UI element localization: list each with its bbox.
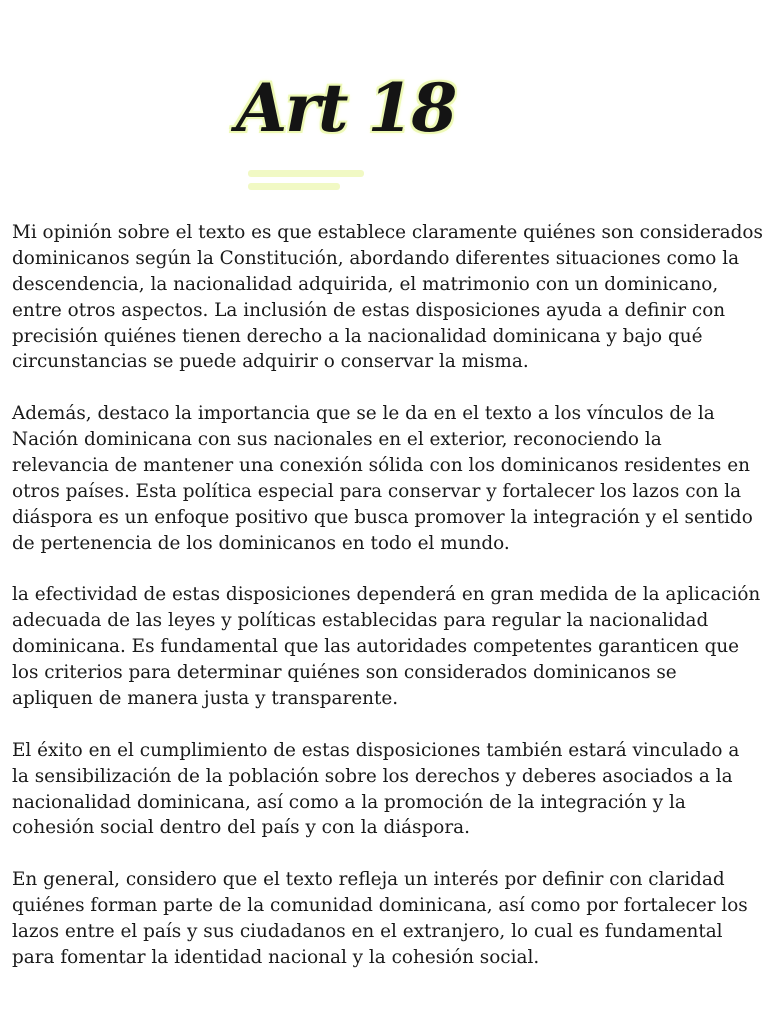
text-line: precisión quiénes tienen derecho a la nacionalidad dominicana y bajo qué (12, 325, 703, 347)
text-line: quiénes forman parte de la comunidad dominicana, así como por fortalecer los (12, 895, 748, 917)
page-title: Art 18 (236, 69, 456, 147)
text-line: la efectividad de estas disposiciones dependerá en gran medida de la aplicación (12, 584, 761, 606)
text-line: otros países. Esta política especial para conservar y fortalecer los lazos con la (12, 480, 742, 502)
paragraph (12, 582, 761, 711)
title-block (236, 62, 456, 154)
title-underline-upper (248, 170, 364, 177)
text-line: Nación dominicana con sus nacionales en el exterior, reconociendo la (12, 429, 662, 451)
text-line: lazos entre el país y sus ciudadanos en el extranjero, lo cual es fundamental (12, 921, 723, 943)
text-line: circunstancias se puede adquirir o conservar la misma. (12, 351, 529, 373)
text-line: descendencia, la nacionalidad adquirida, el matrimonio con un dominicano, (12, 273, 719, 295)
text-line: cohesión social dentro del país y con la diáspora. (12, 817, 470, 839)
paragraph (12, 401, 758, 556)
text-line: Mi opinión sobre el texto es que establece claramente quiénes son considerados (12, 222, 763, 243)
title-underline-lower (248, 183, 340, 190)
text-line: dominicana. Es fundamental que las autoridades competentes garanticen que (12, 636, 740, 658)
text-line: dominicanos según la Constitución, abordando diferentes situaciones como la (12, 247, 740, 269)
paragraph (12, 867, 758, 971)
text-line: Además, destaco la importancia que se le da en el texto a los vínculos de la (12, 403, 715, 425)
text-line: de pertenencia de los dominicanos en todo el mundo. (12, 532, 510, 554)
essay-body (12, 220, 763, 997)
text-line: la sensibilización de la población sobre los derechos y deberes asociados a la (12, 765, 733, 787)
text-line: nacionalidad dominicana, así como a la promoción de la integración y la (12, 791, 686, 813)
text-line: los criterios para determinar quiénes son considerados dominicanos se (12, 662, 677, 684)
text-line: apliquen de manera justa y transparente. (12, 688, 399, 710)
text-line: El éxito en el cumplimiento de estas disposiciones también estará vinculado a (12, 739, 740, 761)
text-line: adecuada de las leyes y políticas establecidas para regular la nacionalidad (12, 610, 709, 632)
text-line: diáspora es un enfoque positivo que busca promover la integración y el sentido (12, 506, 753, 528)
text-line: relevancia de mantener una conexión sólida con los dominicanos residentes en (12, 455, 750, 477)
text-line: entre otros aspectos. La inclusión de estas disposiciones ayuda a definir con (12, 299, 726, 321)
text-line: para fomentar la identidad nacional y la cohesión social. (12, 946, 540, 968)
text-line: En general, considero que el texto refleja un interés por definir con claridad (12, 869, 725, 891)
paragraph (12, 738, 758, 842)
paragraph (12, 220, 763, 375)
